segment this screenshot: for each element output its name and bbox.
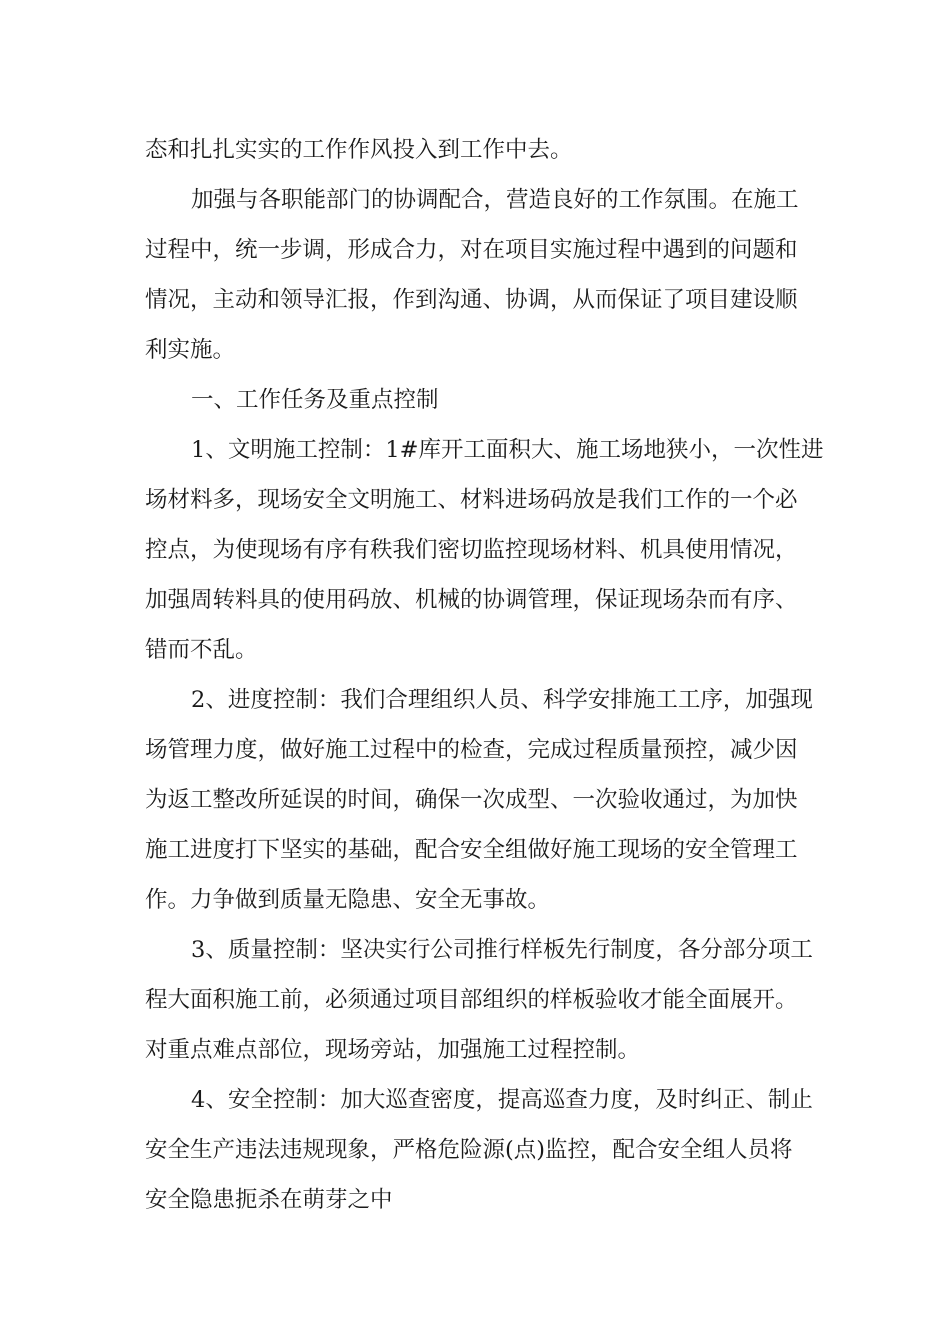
item-1-line-5: 错而不乱。 [145,637,258,663]
item-2-line-1: 2、进度控制：我们合理组织人员、科学安排施工工序，加强现 [191,687,813,713]
item-2-line-2: 场管理力度，做好施工过程中的检查，完成过程质量预控，减少因 [145,737,798,763]
item-1-line-1: 1、文明施工控制：1#库开工面积大、施工场地狭小，一次性进 [191,437,824,463]
item-1-line-2: 场材料多，现场安全文明施工、材料进场码放是我们工作的一个必 [145,487,798,513]
item-1-line-3: 控点，为使现场有序有秩我们密切监控现场材料、机具使用情况， [145,537,798,563]
item-3-line-3: 对重点难点部位，现场旁站，加强施工过程控制。 [145,1037,641,1063]
paragraph-coordination-line-3: 情况，主动和领导汇报，作到沟通、协调，从而保证了项目建设顺 [145,287,798,313]
section-heading: 一、工作任务及重点控制 [191,387,439,413]
paragraph-coordination-line-2: 过程中，统一步调，形成合力，对在项目实施过程中遇到的问题和 [145,237,798,263]
item-4-line-3: 安全隐患扼杀在萌芽之中 [145,1187,393,1213]
item-2-line-3: 为返工整改所延误的时间，确保一次成型、一次验收通过，为加快 [145,787,798,813]
item-3-line-2: 程大面积施工前，必须通过项目部组织的样板验收才能全面展开。 [145,987,798,1013]
paragraph-coordination-line-4: 利实施。 [145,337,236,363]
item-2-line-4: 施工进度打下坚实的基础，配合安全组做好施工现场的安全管理工 [145,837,798,863]
item-1-line-4: 加强周转料具的使用码放、机械的协调管理，保证现场杂而有序、 [145,587,798,613]
item-2-line-5: 作。力争做到质量无隐患、安全无事故。 [145,887,551,913]
item-4-line-2: 安全生产违法违规现象，严格危险源(点)监控，配合安全组人员将 [145,1137,793,1163]
item-4-line-1: 4、安全控制：加大巡查密度，提高巡查力度，及时纠正、制止 [191,1087,813,1113]
item-3-line-1: 3、质量控制：坚决实行公司推行样板先行制度，各分部分项工 [191,937,813,963]
paragraph-line-continuation: 态和扎扎实实的工作作风投入到工作中去。 [145,137,573,163]
paragraph-coordination-line-1: 加强与各职能部门的协调配合，营造良好的工作氛围。在施工 [191,187,799,213]
